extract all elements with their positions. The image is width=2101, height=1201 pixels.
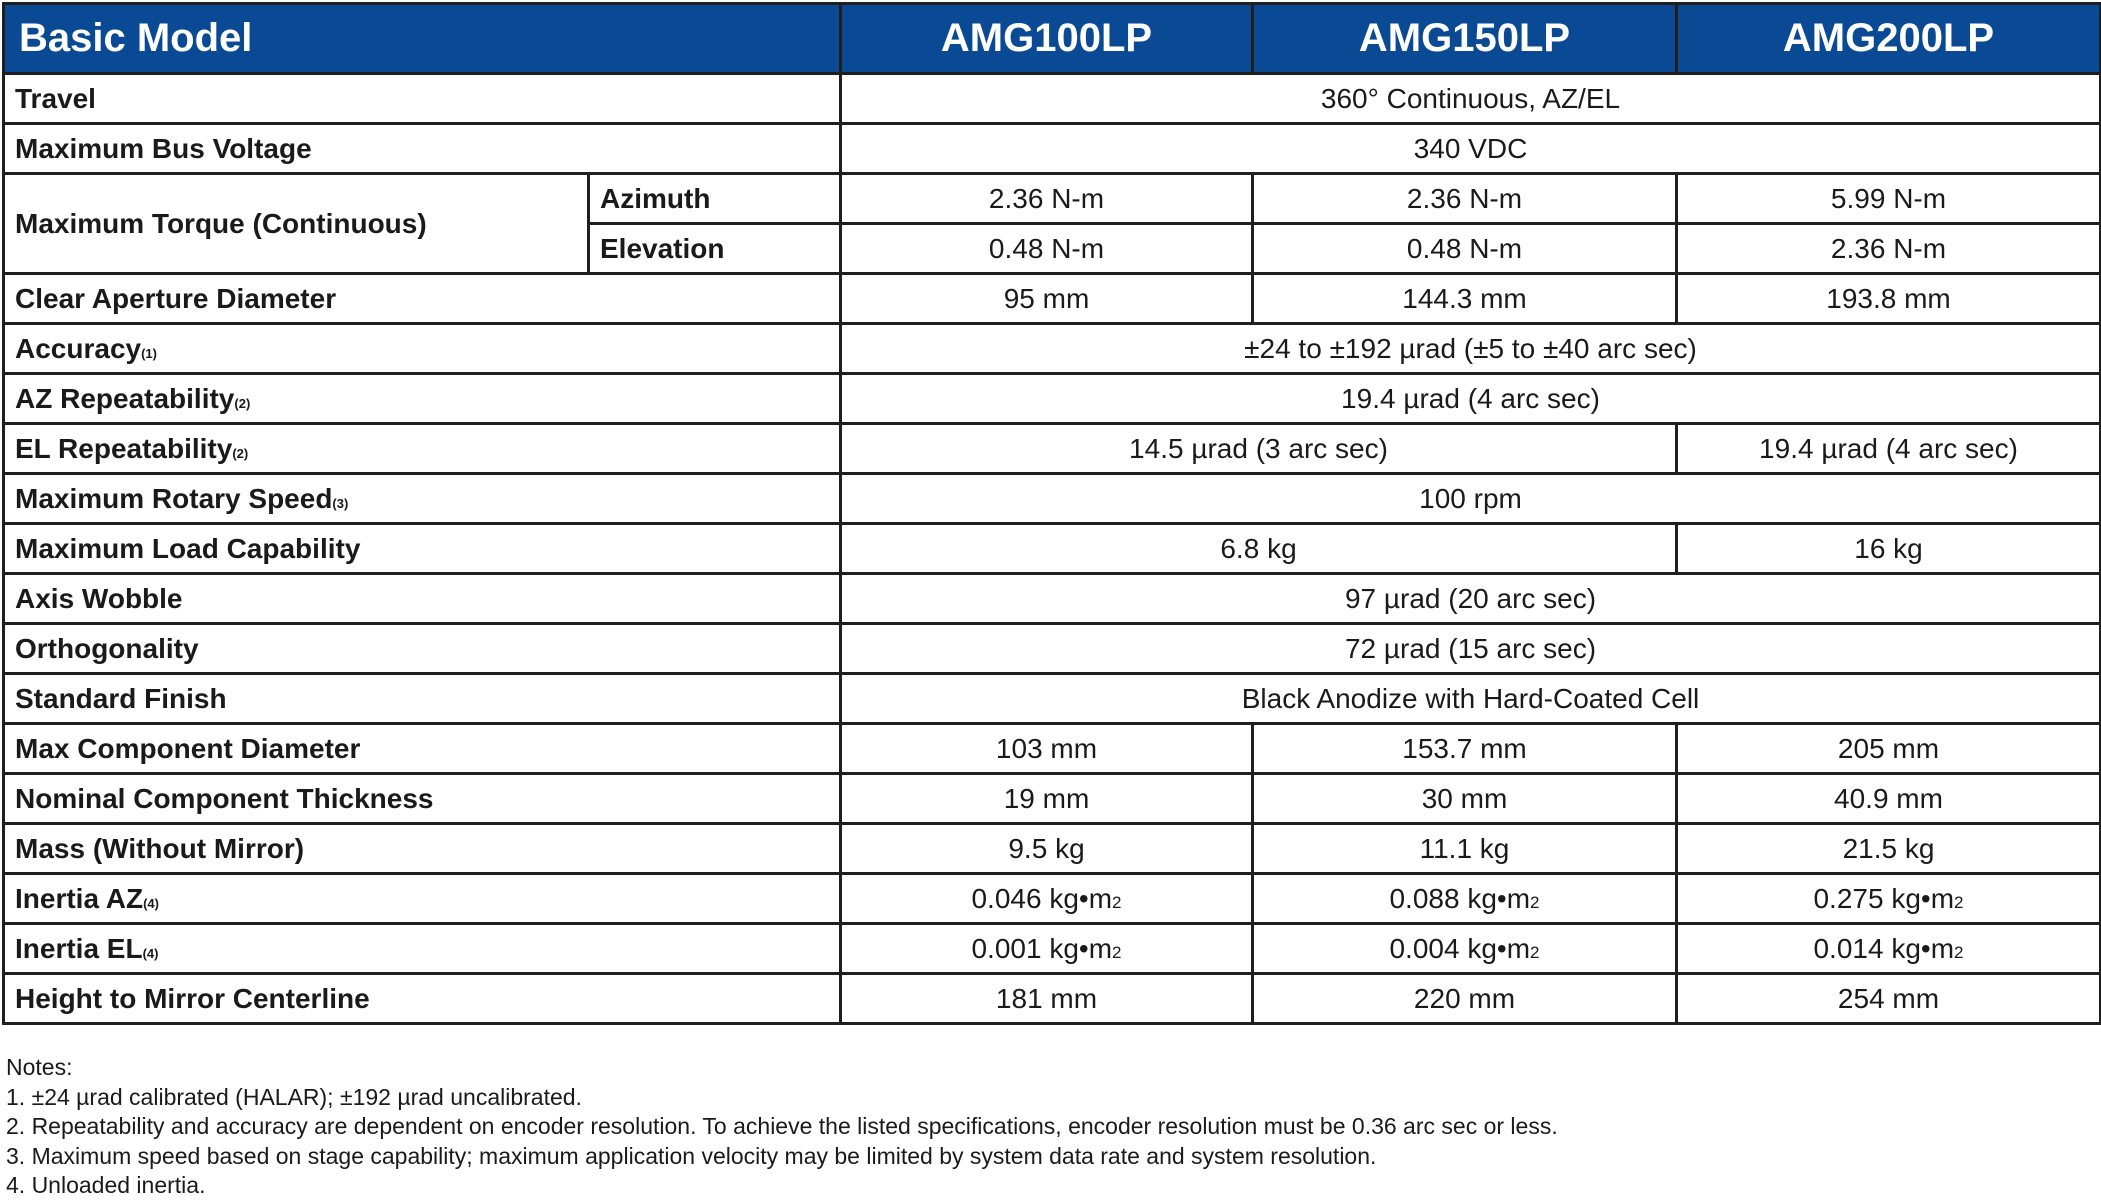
cell-value: 193.8 mm [1677,274,2101,324]
cell-value: 21.5 kg [1677,824,2101,874]
footnote-marker: (2) [232,445,249,461]
cell-value-text: 0.088 kg•m [1389,882,1531,914]
cell-value: 220 mm [1253,974,1677,1024]
row-label-text: AZ Repeatability [15,382,235,414]
footnote-marker: (3) [332,495,349,511]
table-row-travel [4,74,2101,124]
row-label [4,424,841,474]
cell-value: 205 mm [1677,724,2101,774]
model-header-amg100lp: AMG100LP [841,4,1253,74]
row-label [4,924,841,974]
table-row-inertia-el [4,924,2101,974]
unit-subscript: 2 [1530,892,1540,912]
spec-table [2,2,2101,1025]
row-label [4,874,841,924]
row-label-text: EL Repeatability [15,432,233,464]
row-sublabel: Elevation [589,224,841,274]
cell-value-text: 0.004 kg•m [1389,932,1531,964]
model-header-amg200lp: AMG200LP [1677,4,2101,74]
row-value: Black Anodize with Hard-Coated Cell [841,674,2101,724]
header-row [4,4,2101,74]
unit-subscript: 2 [1954,892,1964,912]
table-row-component-diameter [4,724,2101,774]
note-item: 4. Unloaded inertia. [6,1172,206,1198]
cell-value: 103 mm [841,724,1253,774]
table-row-wobble [4,574,2101,624]
cell-value: 153.7 mm [1253,724,1677,774]
unit-subscript: 2 [1530,942,1540,962]
unit-subscript: 2 [1112,942,1122,962]
unit-subscript: 2 [1954,942,1964,962]
footnote-marker: (4) [143,895,159,911]
row-label-text: Accuracy [15,332,142,364]
cell-value-text: 0.046 kg•m [971,882,1113,914]
row-value: 72 µrad (15 arc sec) [841,624,2101,674]
cell-value: 30 mm [1253,774,1677,824]
row-label: Axis Wobble [4,574,841,624]
row-label: Mass (Without Mirror) [4,824,841,874]
cell-value: 2.36 N-m [841,174,1253,224]
table-row-component-thickness [4,774,2101,824]
note-item: 2. Repeatability and accuracy are dependent on encoder resolution. To achieve the listed specifications, encoder resolution must be 0.36 arc sec or less. [6,1113,1558,1139]
cell-value: 95 mm [841,274,1253,324]
row-value: 340 VDC [841,124,2101,174]
note-item: 3. Maximum speed based on stage capability; maximum application velocity may be limited by system data rate and system resolution. [6,1142,1377,1169]
cell-value: 254 mm [1677,974,2101,1024]
table-row-load [4,524,2101,574]
cell-value: 181 mm [841,974,1253,1024]
row-sublabel: Azimuth [589,174,841,224]
cell-value: 9.5 kg [841,824,1253,874]
row-label [4,324,841,374]
row-label: Clear Aperture Diameter [4,274,841,324]
footnote-marker: (2) [234,395,251,411]
table-row-el-repeatability [4,424,2101,474]
cell-value-text: 0.001 kg•m [971,932,1113,964]
table-row-inertia-az [4,874,2101,924]
row-label-text: Inertia EL [15,932,143,964]
row-value: 100 rpm [841,474,2101,524]
cell-value: 19 mm [841,774,1253,824]
row-value: 360° Continuous, AZ/EL [841,74,2101,124]
row-label: Nominal Component Thickness [4,774,841,824]
table-row-bus-voltage [4,124,2101,174]
row-value: 6.8 kg [841,524,1677,574]
row-value: 14.5 µrad (3 arc sec) [841,424,1677,474]
notes-title: Notes: [6,1054,73,1080]
table-row-mass [4,824,2101,874]
cell-value: 0.48 N-m [841,224,1253,274]
row-label [4,374,841,424]
footnote-marker: (4) [142,945,159,961]
basic-model-header: Basic Model [4,4,841,74]
row-label: Standard Finish [4,674,841,724]
cell-value: 5.99 N-m [1677,174,2101,224]
footnote-marker: (1) [141,345,157,361]
row-value: ±24 to ±192 µrad (±5 to ±40 arc sec) [841,324,2101,374]
cell-value [841,874,1253,924]
table-row-rotary-speed [4,474,2101,524]
row-label-text: Inertia AZ [15,882,144,914]
table-row-mirror-height [4,974,2101,1024]
row-value: 97 µrad (20 arc sec) [841,574,2101,624]
table-row-az-repeatability [4,374,2101,424]
row-label: Max Component Diameter [4,724,841,774]
cell-value: 40.9 mm [1677,774,2101,824]
row-label: Orthogonality [4,624,841,674]
row-label: Maximum Load Capability [4,524,841,574]
note-item: 1. ±24 µrad calibrated (HALAR); ±192 µrad uncalibrated. [6,1083,582,1110]
cell-value: 2.36 N-m [1677,224,2101,274]
cell-value-text: 0.275 kg•m [1813,882,1955,914]
model-header-amg150lp: AMG150LP [1253,4,1677,74]
cell-value: 0.48 N-m [1253,224,1677,274]
row-label: Maximum Bus Voltage [4,124,841,174]
table-row-aperture [4,274,2101,324]
table-row-torque-azimuth [4,174,2101,224]
row-label: Height to Mirror Centerline [4,974,841,1024]
notes-section [6,1053,1558,1201]
row-label: Travel [4,74,841,124]
cell-value [1253,924,1677,974]
row-value: 19.4 µrad (4 arc sec) [841,374,2101,424]
cell-value [841,924,1253,974]
cell-value: 11.1 kg [1253,824,1677,874]
row-label-text: Maximum Rotary Speed [15,482,333,514]
table-row-accuracy [4,324,2101,374]
row-label: Maximum Torque (Continuous) [4,174,589,274]
row-label [4,474,841,524]
cell-value: 16 kg [1677,524,2101,574]
cell-value [1677,924,2101,974]
cell-value-text: 0.014 kg•m [1813,932,1955,964]
table-row-finish [4,674,2101,724]
cell-value [1677,874,2101,924]
cell-value: 144.3 mm [1253,274,1677,324]
cell-value: 2.36 N-m [1253,174,1677,224]
cell-value: 19.4 µrad (4 arc sec) [1677,424,2101,474]
unit-subscript: 2 [1112,892,1122,912]
table-row-orthogonality [4,624,2101,674]
cell-value [1253,874,1677,924]
